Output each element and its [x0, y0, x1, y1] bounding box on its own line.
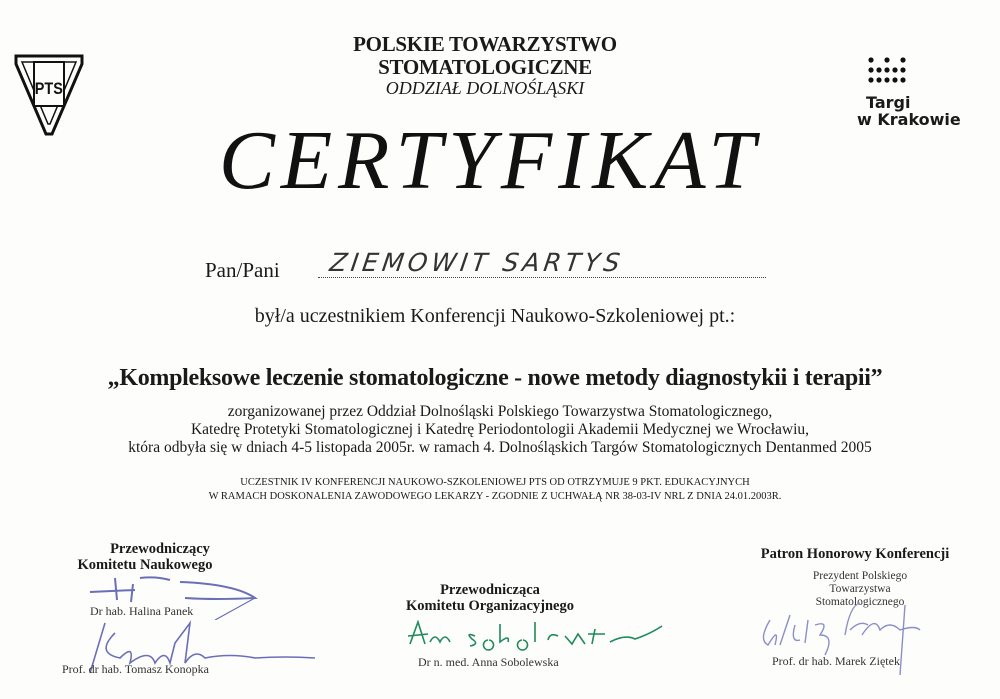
left-sign-heading1: Przewodniczący — [110, 541, 210, 557]
org-branch: ODDZIAŁ DOLNOŚLĄSKI — [385, 78, 585, 98]
name-dotted-line — [318, 277, 766, 278]
targi-logo — [855, 56, 970, 130]
organizer-line: która odbyła się w dniach 4-5 listopada 2005r. w ramach 4. Dolnośląskich Targów Stomatologicznych Dentanmed 2005 — [128, 439, 872, 456]
organizer-line: Katedrę Protetyki Stomatologicznej i Katedrę Periodontologii Akademii Medycznej we Wrocławiu, — [190, 421, 810, 438]
right-sign-sub3: Stomatologicznego — [815, 596, 905, 608]
left-signer2: Prof. dr hab. Tomasz Konopka — [62, 662, 209, 676]
middle-signer: Dr n. med. Anna Sobolewska — [418, 655, 559, 669]
middle-sign-heading2: Komitetu Organizacyjnego — [406, 598, 574, 614]
right-sign-sub1: Prezydent Polskiego — [812, 570, 908, 582]
recipient-name: ZIEMOWIT SARTYS — [327, 248, 626, 277]
svg-text:PTS: PTS — [34, 79, 63, 99]
certificate-title: CERTYFIKAT — [218, 114, 762, 207]
signature-konopka — [55, 618, 325, 688]
signature-zietek — [750, 595, 970, 685]
targi-logo-line2: w Krakowie — [857, 110, 961, 129]
targi-logo-line1: Targi — [866, 93, 911, 112]
left-signer1: Dr hab. Halina Panek — [90, 604, 194, 618]
signature-sobolewska — [400, 614, 670, 654]
pts-logo — [14, 54, 84, 138]
participant-statement: był/a uczestnikiem Konferencji Naukowo-Szkoleniowej pt.: — [254, 305, 736, 327]
points-line: UCZESTNIK IV KONFERENCJI NAUKOWO-SZKOLENIOWEJ PTS OD OTRZYMUJE 9 PKT. EDUKACYJNYCH — [240, 477, 750, 488]
organizer-line: zorganizowanej przez Oddział Dolnośląski Polskiego Towarzystwa Stomatologicznego, — [227, 403, 773, 420]
left-sign-heading2: Komitetu Naukowego — [77, 557, 213, 573]
right-signer: Prof. dr hab. Marek Ziętek — [772, 654, 900, 668]
org-name-line1: POLSKIE TOWARZYSTWO — [353, 32, 617, 56]
right-sign-heading: Patron Honorowy Konferencji — [760, 546, 950, 562]
conference-title: „Kompleksowe leczenie stomatologiczne - nowe metody diagnostykii i terapii” — [107, 365, 883, 391]
right-sign-sub2: Towarzystwa — [829, 583, 891, 595]
middle-sign-heading1: Przewodnicząca — [440, 582, 540, 598]
points-line: W RAMACH DOSKONALENIA ZAWODOWEGO LEKARZY - ZGODNIE Z UCHWAŁĄ NR 38-03-IV NRL Z DNIA 24.01.2003R. — [208, 491, 782, 502]
org-name-line2: STOMATOLOGICZNE — [378, 55, 592, 79]
dots-icon — [867, 56, 915, 86]
salutation: Pan/Pani — [205, 258, 280, 282]
